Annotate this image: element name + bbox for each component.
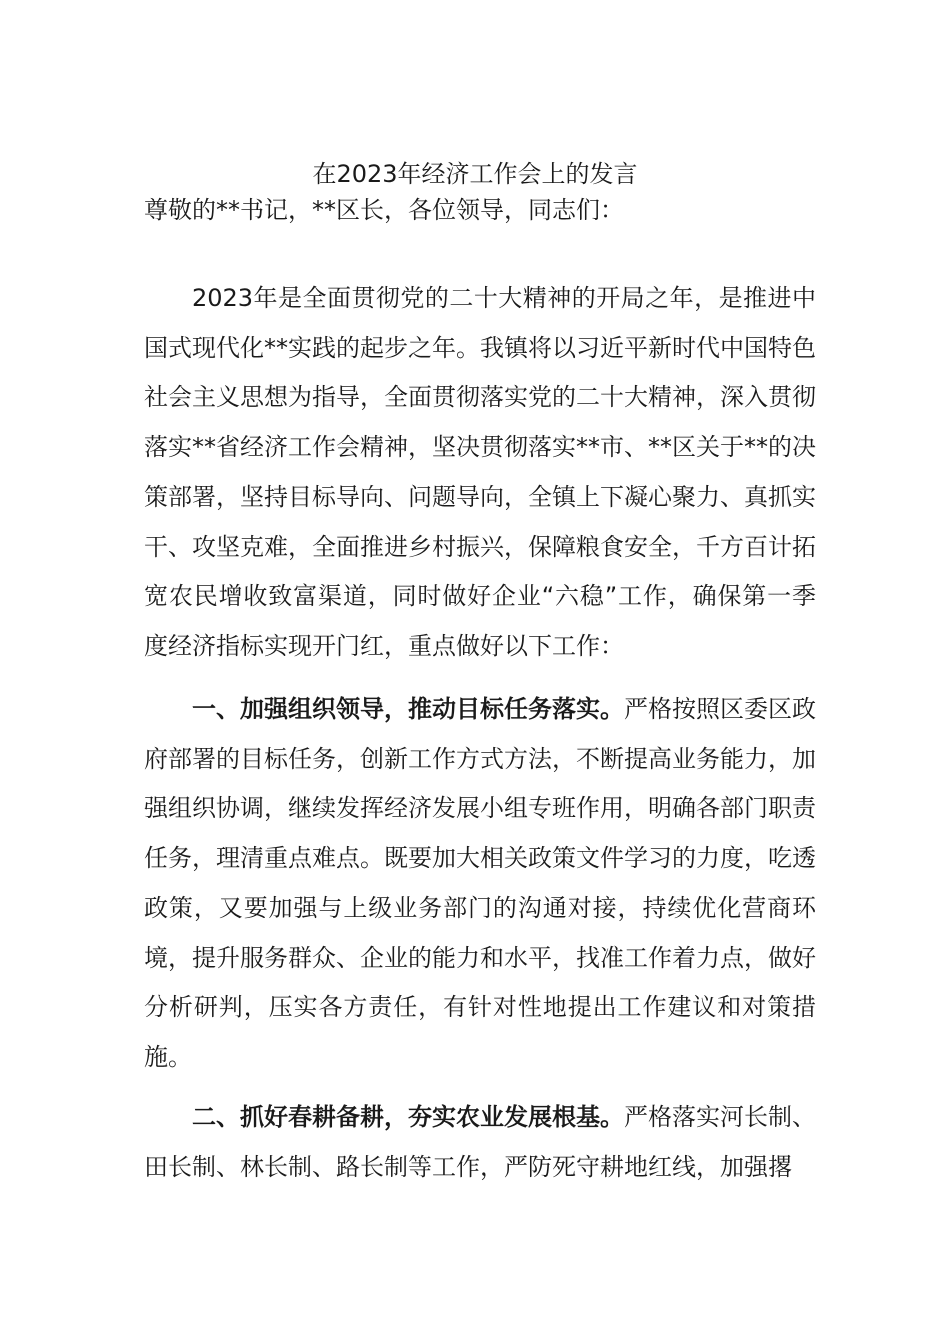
paragraph-intro [144,274,816,672]
salutation: 尊敬的**书记，**区长，各位领导，同志们： [144,196,624,224]
paragraph-lead: 二、抓好春耕备耕，夯实农业发展根基。 [192,1103,624,1131]
paragraph-text: 2023年是全面贯彻党的二十大精神的开局之年，是推进中国式现代化**实践的起步之年。我镇将以习近平新时代中国特色社会主义思想为指导，全面贯彻落实党的二十大精神，深入贯彻落实**省经济工作会精神，坚决贯彻落实**市、**区关于**的决策部署，坚持目标导向、问题导向，全镇上下凝心聚力、真抓实干、攻坚克难，全面推进乡村振兴，保障粮食安全，千方百计拓宽农民增收致富渠道，同时做好企业“六稳”工作，确保第一季度经济指标实现开门红，重点做好以下工作： [144,284,816,660]
paragraph-section-2 [144,1093,816,1192]
paragraph-section-1 [144,685,816,1083]
paragraph-text: 严格落实河长制、田长制、林长制、路长制等工作，严防死守耕地红线，加强撂 [144,1103,816,1181]
document-title: 在2023年经济工作会上的发言 [312,160,638,188]
paragraph-lead: 一、加强组织领导，推动目标任务落实。 [192,695,624,723]
paragraph-text: 严格按照区委区政府部署的目标任务，创新工作方式方法，不断提高业务能力，加强组织协调，继续发挥经济发展小组专班作用，明确各部门职责任务，理清重点难点。既要加大相关政策文件学习的力度，吃透政策，又要加强与上级业务部门的沟通对接，持续优化营商环境，提升服务群众、企业的能力和水平，找准工作着力点，做好分析研判，压实各方责任，有针对性地提出工作建议和对策措施。 [144,695,816,1071]
